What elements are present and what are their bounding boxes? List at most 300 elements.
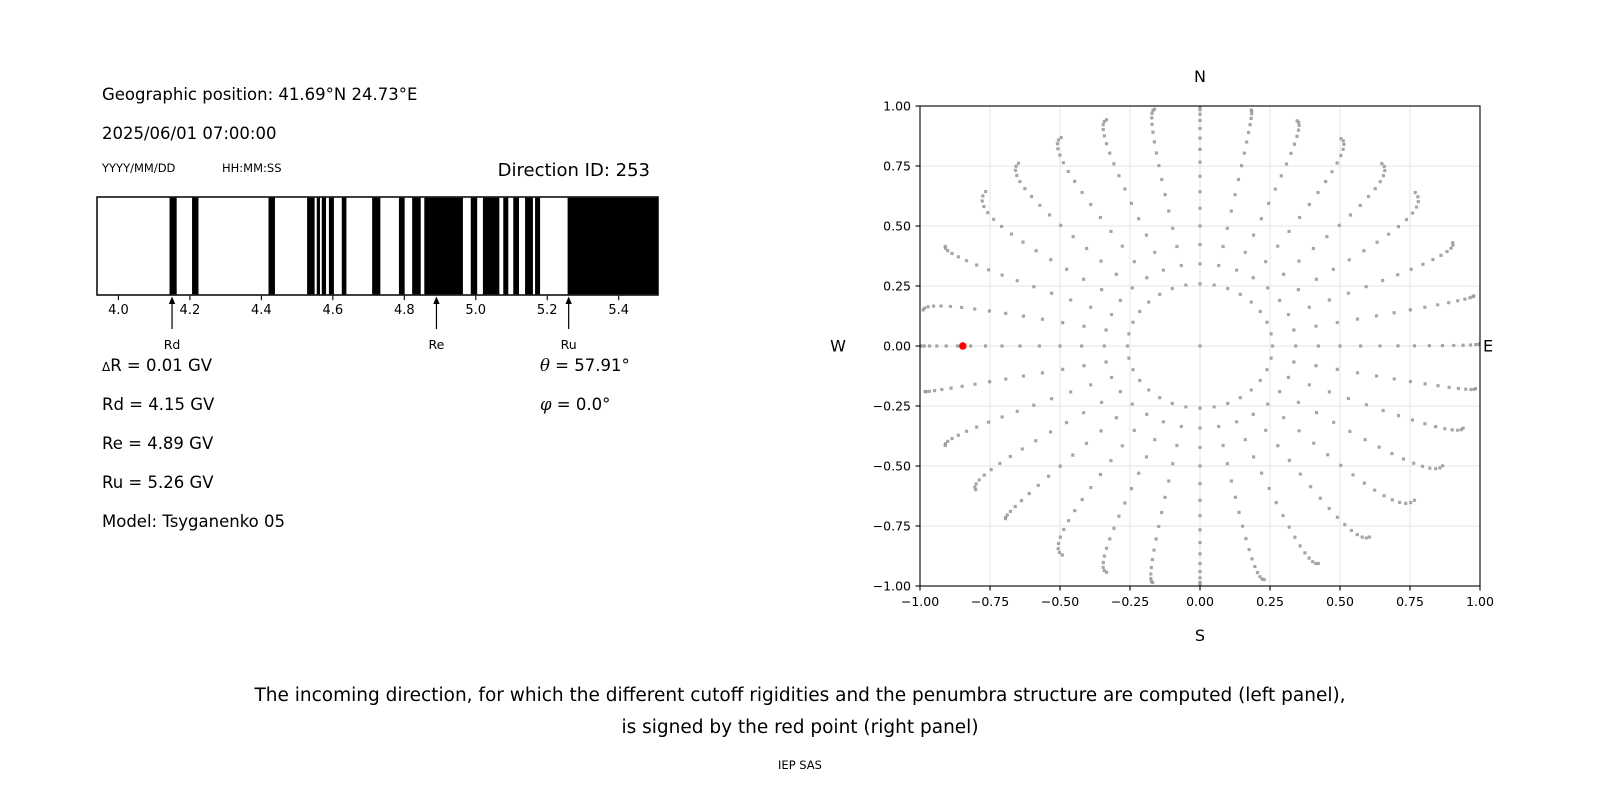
- direction-dot: [1250, 117, 1253, 120]
- direction-dot: [1468, 296, 1471, 299]
- direction-dot: [935, 344, 938, 347]
- direction-scatter-chart: [800, 50, 1520, 650]
- compass-label-s: S: [1194, 626, 1206, 645]
- direction-dot: [1349, 213, 1352, 216]
- direction-dot: [949, 305, 952, 308]
- direction-dot: [1252, 234, 1255, 237]
- direction-dot: [1240, 164, 1243, 167]
- direction-dot: [1137, 472, 1140, 475]
- direction-dot: [1126, 344, 1129, 347]
- x-tick-label: 0.25: [1256, 594, 1284, 609]
- direction-dot: [957, 255, 960, 258]
- direction-dot: [1150, 116, 1153, 119]
- direction-dot: [1110, 313, 1113, 316]
- direction-dot: [944, 245, 947, 248]
- compass-label-e: E: [1482, 336, 1494, 356]
- penumbra-bar: [483, 198, 499, 295]
- direction-dot: [961, 385, 964, 388]
- direction-dot: [1356, 533, 1359, 536]
- direction-dot: [1441, 344, 1444, 347]
- penumbra-bar: [535, 198, 540, 295]
- direction-dot: [1404, 502, 1407, 505]
- y-tick-label: 0.00: [883, 338, 911, 354]
- direction-dot: [1022, 374, 1025, 377]
- penumbra-bar: [192, 198, 198, 295]
- direction-dot: [1245, 140, 1248, 143]
- direction-dot: [1103, 344, 1106, 347]
- direction-dot: [1014, 505, 1017, 508]
- y-tick-label: −0.50: [872, 458, 911, 474]
- y-tick-label: 0.50: [883, 218, 911, 234]
- y-tick-label: 0.75: [883, 158, 911, 174]
- direction-dot: [1263, 578, 1266, 581]
- direction-dot: [1264, 429, 1267, 432]
- direction-dot: [1439, 254, 1442, 257]
- direction-dot: [1312, 442, 1315, 445]
- direction-dot: [1378, 344, 1381, 347]
- delta-r-text: R = 0.01 GV: [110, 356, 213, 375]
- x-tick-label: 0.75: [1396, 594, 1424, 609]
- direction-dot: [1198, 570, 1201, 573]
- direction-dot: [1409, 501, 1412, 504]
- x-tick-label: 0.50: [1326, 594, 1354, 609]
- x-tick-label: 0.00: [1186, 594, 1214, 609]
- x-tick-label: 5.0: [465, 303, 487, 318]
- direction-dot: [1133, 260, 1136, 263]
- penumbra-bar: [399, 198, 405, 295]
- direction-dot: [1356, 371, 1359, 374]
- direction-dot: [1451, 428, 1454, 431]
- direction-dot: [1428, 467, 1431, 470]
- direction-dot: [1356, 318, 1359, 321]
- direction-dot: [1198, 113, 1201, 116]
- time-format-label: HH:MM:SS: [222, 161, 282, 175]
- direction-dot: [1103, 554, 1106, 557]
- phi-value: [540, 395, 610, 415]
- direction-dot: [1198, 552, 1201, 555]
- direction-dot: [1423, 306, 1426, 309]
- direction-dot: [1152, 548, 1155, 551]
- direction-dot: [956, 344, 959, 347]
- direction-dot: [1108, 151, 1111, 154]
- direction-dot: [1387, 233, 1390, 236]
- direction-dot: [1317, 562, 1320, 565]
- direction-dot: [1244, 438, 1247, 441]
- direction-dot: [1233, 193, 1236, 196]
- direction-dot: [1198, 224, 1201, 227]
- direction-dot: [1050, 292, 1053, 295]
- direction-dot: [1151, 131, 1154, 134]
- direction-dot: [1411, 418, 1414, 421]
- direction-dot: [1368, 535, 1371, 538]
- direction-dot: [1102, 128, 1105, 131]
- penumbra-bar: [269, 198, 275, 295]
- direction-dot: [984, 344, 987, 347]
- direction-dot: [1198, 562, 1201, 565]
- direction-dot: [1278, 390, 1281, 393]
- direction-dot: [1319, 497, 1322, 500]
- theta-symbol: θ: [540, 356, 550, 375]
- direction-dot: [1198, 426, 1201, 429]
- direction-dot: [969, 344, 972, 347]
- marker-label: Re: [428, 337, 445, 352]
- x-tick-label: 4.6: [322, 303, 344, 318]
- direction-dot: [928, 344, 931, 347]
- direction-dot: [1292, 328, 1295, 331]
- direction-dot: [1397, 225, 1400, 228]
- direction-dot: [1297, 288, 1300, 291]
- direction-dot: [1069, 390, 1072, 393]
- direction-dot: [1266, 402, 1269, 405]
- direction-dot: [1338, 224, 1341, 227]
- direction-dot: [1050, 397, 1053, 400]
- direction-dot: [1445, 250, 1448, 253]
- direction-dot: [1160, 178, 1163, 181]
- direction-dot: [1175, 245, 1178, 248]
- direction-dot: [1315, 411, 1318, 414]
- delta-symbol: Δ: [102, 360, 111, 374]
- direction-dot: [974, 482, 977, 485]
- direction-dot: [1464, 388, 1467, 391]
- penumbra-bar: [307, 198, 315, 295]
- penumbra-bar: [329, 198, 334, 295]
- direction-dot: [1037, 484, 1040, 487]
- direction-dot: [1250, 108, 1253, 111]
- direction-dot: [1123, 501, 1126, 504]
- direction-dot: [1312, 247, 1315, 250]
- direction-dot: [1380, 162, 1383, 165]
- direction-dot: [1441, 464, 1444, 467]
- y-tick-label: −1.00: [872, 578, 911, 594]
- direction-dot: [1131, 402, 1134, 405]
- direction-dot: [1363, 438, 1366, 441]
- direction-dot: [1014, 169, 1017, 172]
- direction-dot: [1348, 258, 1351, 261]
- direction-dot: [1362, 249, 1365, 252]
- direction-dot: [1103, 134, 1106, 137]
- direction-dot: [1265, 368, 1268, 371]
- direction-dot: [1308, 306, 1311, 309]
- direction-dot: [1226, 462, 1229, 465]
- direction-dot: [1000, 225, 1003, 228]
- direction-dot: [1171, 227, 1174, 230]
- direction-dot: [1269, 332, 1272, 335]
- direction-dot: [1342, 148, 1345, 151]
- direction-dot: [1271, 344, 1274, 347]
- delta-r-value: [102, 356, 212, 377]
- direction-dot: [1281, 514, 1284, 517]
- direction-dot: [1416, 195, 1419, 198]
- direction-dot: [928, 390, 931, 393]
- x-tick-label: 1.00: [1466, 594, 1494, 609]
- direction-dot: [1001, 273, 1004, 276]
- direction-dot: [939, 304, 942, 307]
- direction-dot: [1175, 444, 1178, 447]
- direction-dot: [1405, 218, 1408, 221]
- direction-dot: [1153, 251, 1156, 254]
- caption-line-2: is signed by the red point (right panel): [621, 717, 979, 738]
- direction-dot: [1198, 514, 1201, 517]
- direction-dot: [973, 307, 976, 310]
- direction-dot: [1374, 187, 1377, 190]
- direction-dot: [1081, 498, 1084, 501]
- direction-dot: [1431, 258, 1434, 261]
- direction-dot: [1041, 371, 1044, 374]
- direction-dot: [1448, 386, 1451, 389]
- direction-dot: [1462, 426, 1465, 429]
- direction-dot: [978, 478, 981, 481]
- direction-dot: [1324, 180, 1327, 183]
- direction-dot: [1085, 247, 1088, 250]
- direction-dot: [1100, 288, 1103, 291]
- direction-dot: [960, 306, 963, 309]
- direction-dot: [1056, 147, 1059, 150]
- direction-dot: [1421, 263, 1424, 266]
- direction-dot: [1112, 162, 1115, 165]
- direction-dot: [1184, 405, 1187, 408]
- direction-dot: [1009, 455, 1012, 458]
- direction-dot: [1299, 472, 1302, 475]
- direction-dot: [1276, 444, 1279, 447]
- direction-dot: [1000, 344, 1003, 347]
- direction-dot: [923, 344, 926, 347]
- direction-dot: [1117, 515, 1120, 518]
- credit-label: IEP SAS: [778, 758, 822, 772]
- direction-dot: [1137, 217, 1140, 220]
- direction-dot: [1069, 298, 1072, 301]
- direction-dot: [988, 380, 991, 383]
- direction-dot: [1276, 245, 1279, 248]
- direction-dot: [1393, 377, 1396, 380]
- direction-dot: [1259, 379, 1262, 382]
- direction-dot: [1248, 123, 1251, 126]
- direction-dot: [1237, 511, 1240, 514]
- direction-dot: [1059, 536, 1062, 539]
- direction-dot: [1260, 472, 1263, 475]
- direction-dot: [1413, 499, 1416, 502]
- direction-dot: [1412, 462, 1415, 465]
- penumbra-bar: [342, 198, 347, 295]
- direction-dot: [1145, 413, 1148, 416]
- direction-dot: [1153, 108, 1156, 111]
- direction-dot: [1339, 464, 1342, 467]
- direction-dot: [1244, 537, 1247, 540]
- x-tick-label: 4.4: [251, 303, 272, 318]
- direction-dot: [981, 199, 984, 202]
- direction-dot: [1119, 390, 1122, 393]
- marker-arrow-head: [433, 297, 439, 305]
- direction-dot: [1297, 429, 1300, 432]
- direction-dot: [1157, 164, 1160, 167]
- direction-dot: [1383, 169, 1386, 172]
- direction-dot: [965, 259, 968, 262]
- direction-dot: [1160, 511, 1163, 514]
- direction-dot: [1105, 547, 1108, 550]
- direction-dot: [1451, 241, 1454, 244]
- direction-dot: [1059, 136, 1062, 139]
- direction-dot: [1457, 387, 1460, 390]
- direction-dot: [1280, 174, 1283, 177]
- direction-dot: [1059, 465, 1062, 468]
- x-tick-label: 5.2: [536, 303, 558, 318]
- direction-dot: [1348, 430, 1351, 433]
- direction-dot: [1171, 402, 1174, 405]
- direction-dot: [1252, 276, 1255, 279]
- direction-dot: [1226, 402, 1229, 405]
- direction-dot: [1131, 286, 1134, 289]
- direction-dot: [1375, 374, 1378, 377]
- direction-dot: [1230, 209, 1233, 212]
- direction-dot: [1402, 457, 1405, 460]
- direction-dot: [1359, 204, 1362, 207]
- direction-dot: [1252, 455, 1255, 458]
- direction-dot: [1112, 527, 1115, 530]
- direction-dot: [1452, 344, 1455, 347]
- direction-dot: [1275, 501, 1278, 504]
- direction-dot: [1162, 269, 1165, 272]
- direction-dot: [1396, 273, 1399, 276]
- direction-dot: [1004, 377, 1007, 380]
- direction-dot: [1253, 565, 1256, 568]
- direction-dot: [1221, 444, 1224, 447]
- direction-dot: [1145, 234, 1148, 237]
- direction-dot: [981, 194, 984, 197]
- marker-arrow-head: [169, 297, 175, 305]
- cutoff-marker-rd: [164, 297, 181, 353]
- direction-dot: [1285, 162, 1288, 165]
- direction-dot: [1269, 357, 1272, 360]
- direction-dot: [1325, 235, 1328, 238]
- direction-dot: [1072, 235, 1075, 238]
- penumbra-x-ticks: [108, 296, 629, 318]
- direction-dot: [1059, 224, 1062, 227]
- direction-dot: [1266, 286, 1269, 289]
- direction-dot: [1328, 390, 1331, 393]
- direction-dot: [1361, 536, 1364, 539]
- direction-dot: [1409, 380, 1412, 383]
- direction-dot: [1342, 143, 1345, 146]
- direction-dot: [1085, 442, 1088, 445]
- direction-dot: [1235, 420, 1238, 423]
- direction-dot: [1108, 537, 1111, 540]
- direction-dot: [1316, 191, 1319, 194]
- direction-dot: [1443, 427, 1446, 430]
- direction-dot: [1198, 137, 1201, 140]
- direction-dot: [1109, 459, 1112, 462]
- direction-dot: [973, 383, 976, 386]
- direction-dot: [1250, 300, 1253, 303]
- direction-dot: [1243, 152, 1246, 155]
- direction-dot: [1082, 411, 1085, 414]
- compass-label-n: N: [1194, 67, 1206, 86]
- direction-dot: [1023, 187, 1026, 190]
- direction-dot: [1297, 401, 1300, 404]
- direction-dot: [1250, 557, 1253, 560]
- direction-dot: [1198, 108, 1201, 111]
- direction-dot: [1001, 415, 1004, 418]
- direction-dot: [1367, 195, 1370, 198]
- direction-dot: [1062, 161, 1065, 164]
- direction-dot: [1089, 306, 1092, 309]
- direction-dot: [1326, 453, 1329, 456]
- direction-dot: [1463, 298, 1466, 301]
- direction-dot: [926, 305, 929, 308]
- direction-dot: [1082, 364, 1085, 367]
- direction-dot: [1021, 241, 1024, 244]
- direction-dot: [1155, 151, 1158, 154]
- direction-dot: [983, 474, 986, 477]
- direction-dot: [1022, 315, 1025, 318]
- direction-dot: [1373, 489, 1376, 492]
- direction-dot: [1278, 299, 1281, 302]
- direction-dot: [1014, 165, 1017, 168]
- direction-dot: [1314, 325, 1317, 328]
- direction-dot: [1038, 204, 1041, 207]
- direction-dot: [1383, 165, 1386, 168]
- direction-dot: [1131, 368, 1134, 371]
- direction-dot: [1264, 260, 1267, 263]
- direction-dot: [1057, 542, 1060, 545]
- x-tick-label: −0.50: [1040, 594, 1080, 609]
- datetime-value: 2025/06/01 07:00:00: [102, 124, 277, 143]
- direction-dot: [1009, 510, 1012, 513]
- phi-text: = 0.0°: [551, 395, 611, 414]
- y-tick-label: 1.00: [883, 98, 911, 114]
- direction-dot: [1469, 343, 1472, 346]
- direction-dot: [1244, 251, 1247, 254]
- direction-dot: [1058, 344, 1061, 347]
- direction-dot: [1017, 162, 1020, 165]
- compass-label-w: W: [830, 336, 846, 356]
- direction-dot: [1062, 528, 1065, 531]
- direction-dot: [1021, 447, 1024, 450]
- direction-dot: [1299, 544, 1302, 547]
- penumbra-bar: [525, 198, 533, 295]
- direction-dot: [1171, 462, 1174, 465]
- direction-dot: [1157, 525, 1160, 528]
- direction-dot: [1339, 154, 1342, 157]
- direction-dot: [1099, 216, 1102, 219]
- direction-dot: [1041, 318, 1044, 321]
- penumbra-bar: [513, 198, 519, 295]
- direction-dot: [1378, 446, 1381, 449]
- direction-dot: [1080, 344, 1083, 347]
- penumbra-bar: [424, 198, 463, 295]
- cutoff-marker-re: [429, 297, 445, 353]
- caption-line-1: The incoming direction, for which the different cutoff rigidities and the penumbra structure are computed (left panel),: [254, 685, 1346, 706]
- direction-dot: [1267, 202, 1270, 205]
- date-format-label: YYYY/MM/DD: [102, 161, 176, 175]
- direction-dot: [1133, 429, 1136, 432]
- direction-dot: [1105, 118, 1108, 121]
- direction-dot: [1119, 299, 1122, 302]
- direction-dot: [1293, 143, 1296, 146]
- direction-dot: [974, 488, 977, 491]
- direction-dot: [1198, 482, 1201, 485]
- direction-dot: [1288, 459, 1291, 462]
- x-tick-label: 4.8: [393, 303, 415, 318]
- direction-dot: [1398, 501, 1401, 504]
- direction-dot: [1328, 507, 1331, 510]
- direction-dot: [1158, 396, 1161, 399]
- direction-dot: [1259, 310, 1262, 313]
- direction-dot: [1365, 536, 1368, 539]
- direction-dot: [1414, 191, 1417, 194]
- direction-dot: [990, 468, 993, 471]
- direction-dot: [922, 308, 925, 311]
- penumbra-bar: [372, 198, 380, 295]
- direction-dot: [1234, 496, 1237, 499]
